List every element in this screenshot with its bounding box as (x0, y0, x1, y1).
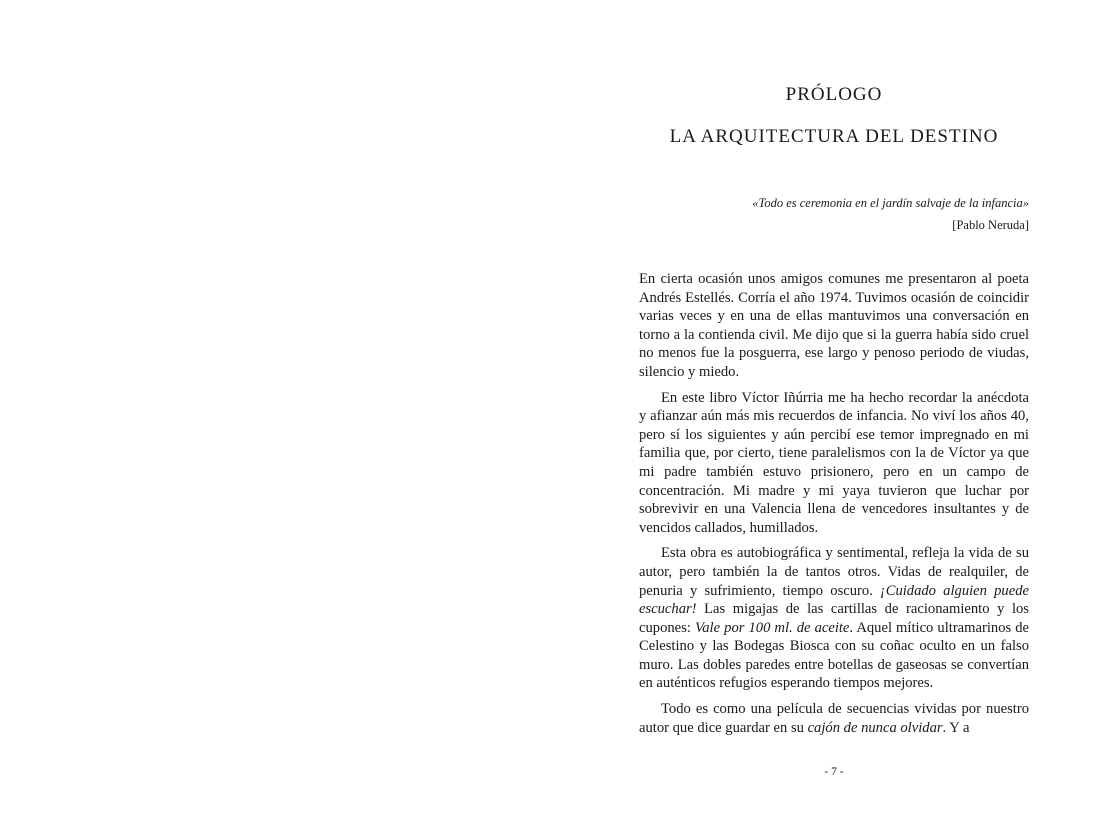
paragraph-4-text-a: Todo es como una película de secuencias vividas por nuestro autor que dice guardar en su (639, 701, 1029, 736)
epigraph-quote: «Todo es ceremonia en el jardín salvaje de la infancia» (752, 196, 1029, 210)
body-text (639, 270, 1029, 755)
page-number: - 7 - (824, 766, 844, 778)
right-page (550, 0, 1100, 816)
paragraph-1 (639, 270, 1029, 382)
paragraph-4 (639, 700, 1029, 737)
paragraph-2 (639, 389, 1029, 538)
paragraph-4-italic: cajón de nunca olvidar (807, 719, 943, 736)
chapter-label: PRÓLOGO (785, 84, 883, 105)
paragraph-3-text-a: Esta obra es autobiográfica y sentimental, refleja la vida de su autor, pero también la de tantos otros. Vidas de realquiler, de penuria y sufrimiento, tiempo oscuro. (639, 545, 1029, 599)
epigraph-author: [Pablo Neruda] (952, 218, 1029, 232)
epigraph (639, 192, 1029, 236)
paragraph-3-text-c: Las migajas de las cartillas de racionamiento y los cupones: (639, 601, 1029, 636)
paragraph-3 (639, 544, 1029, 693)
paragraph-3-italic-coupon: Vale por 100 ml. de aceite (694, 619, 850, 636)
paragraph-4-text-c: . Y a (942, 719, 970, 736)
chapter-title: LA ARQUITECTURA DEL DESTINO (669, 126, 999, 147)
paragraph-2-text: En este libro Víctor Iñúrria me ha hecho recordar la anécdota y afianzar aún más mis recuerdos de infancia. No viví los años 40, pero sí los siguientes y aún percibí ese temor impregnado en mi familia que, por cierto, tiene paralelismos con la de Víctor ya que mi padre también estuvo prisionero, pero en un campo de concentración. Mi madre y mi yaya tuvieron que luchar por sobrevivir en una Valencia llena de vencedores insultantes y de vencidos callados, humillados. (639, 389, 1029, 536)
paragraph-3-italic-quote: ¡Cuidado alguien puede escuchar! (639, 582, 1029, 618)
paragraph-1-text: En cierta ocasión unos amigos comunes me presentaron al poeta Andrés Estellés. Corría el año 1974. Tuvimos ocasión de coincidir varias veces y en una de ellas mantuvimos una conversación en torno a la contienda civil. Me dijo que si la guerra había sido cruel no menos fue la posguerra, ese largo y penoso periodo de viudas, silencio y miedo. (639, 271, 1029, 380)
paragraph-3-text-e: . Aquel mítico ultramarinos de Celestino y las Bodegas Biosca con su coñac oculto en un falso muro. Las dobles paredes entre botellas de gaseosas se convertían en auténticos refugios esperando tiempos mejores. (639, 619, 1029, 692)
